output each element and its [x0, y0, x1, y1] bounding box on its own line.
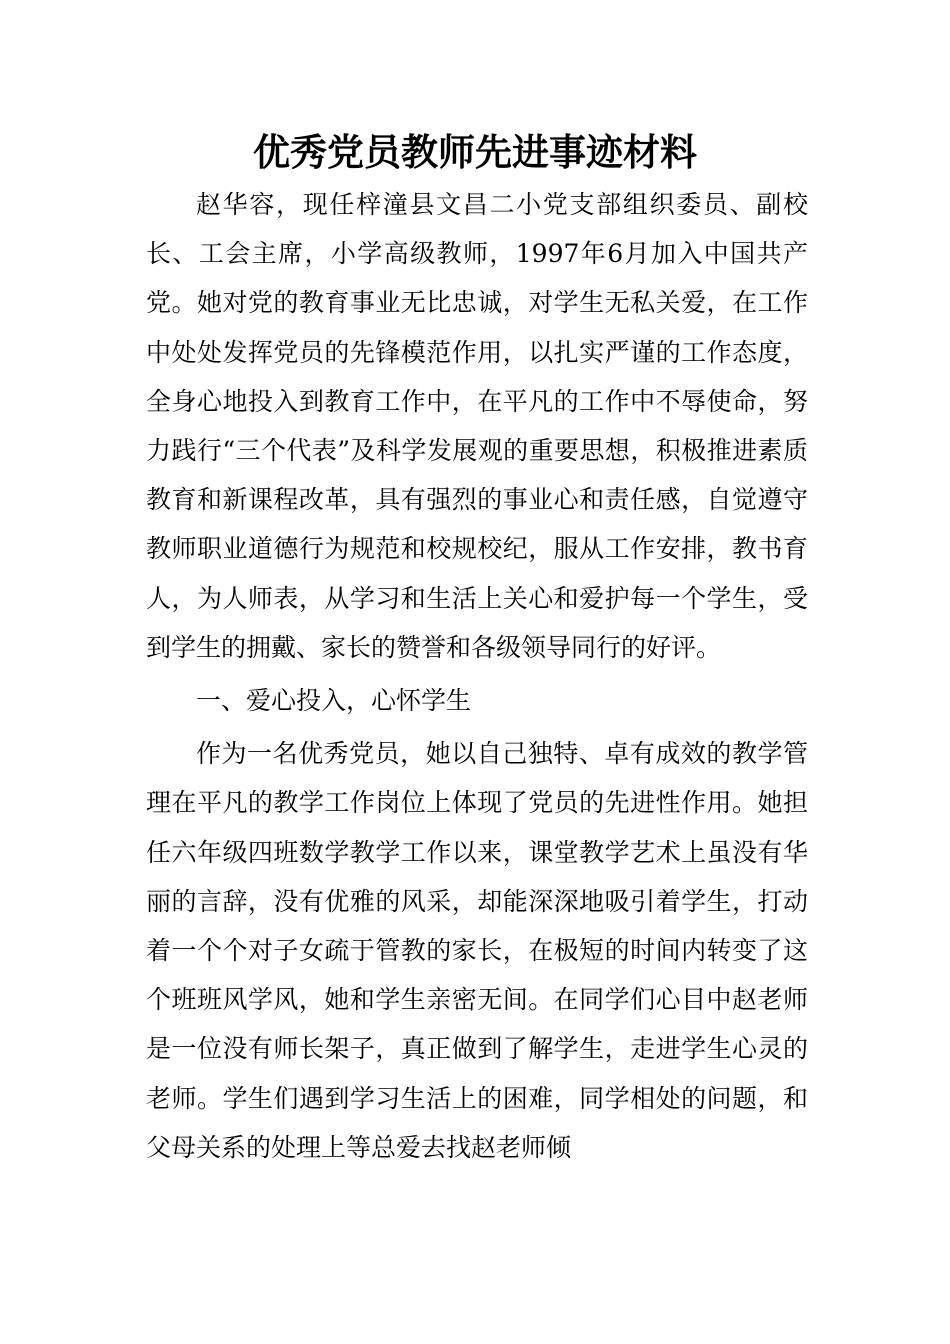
paragraph-intro: 赵华容，现任梓潼县文昌二小党支部组织委员、副校长、工会主席，小学高级教师，1997年6月加入中国共产党。她对党的教育事业无比忠诚，对学生无私关爱，在工作中处处发挥党员的先锋模范作用，以扎实严谨的工作态度，全身心地投入到教育工作中，在平凡的工作中不辱使命，努力践行“三个代表”及科学发展观的重要思想，积极推进素质教育和新课程改革，具有强烈的事业心和责任感，自觉遵守教师职业道德行为规范和校规校纪，服从工作安排，教书育人，为人师表，从学习和生活上关心和爱护每一个学生，受到学生的拥戴、家长的赞誉和各级领导同行的好评。	[146, 190, 808, 662]
document-body	[146, 180, 808, 1172]
document-title: 优秀党员教师先进事迹材料	[253, 131, 697, 174]
paragraph-section-one: 作为一名优秀党员，她以自己独特、卓有成效的教学管理在平凡的教学工作岗位上体现了党员的先进性作用。她担任六年级四班数学教学工作以来，课堂教学艺术上虽没有华丽的言辞，没有优雅的风采，却能深深地吸引着学生，打动着一个个对子女疏于管教的家长，在极短的时间内转变了这个班班风学风，她和学生亲密无间。在同学们心目中赵老师是一位没有师长架子，真正做到了解学生，走进学生心灵的老师。学生们遇到学习生活上的困难，同学相处的问题，和父母关系的处理上等总爱去找赵老师倾	[146, 739, 808, 1162]
section-heading: 一、爱心投入，心怀学生	[196, 686, 472, 716]
